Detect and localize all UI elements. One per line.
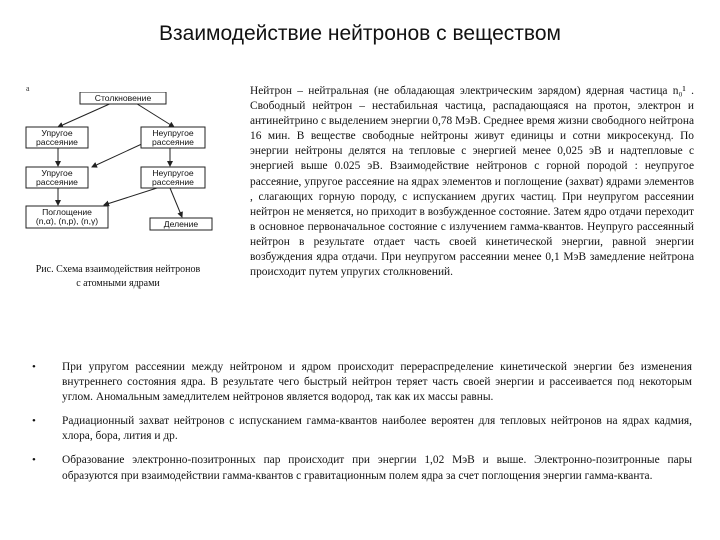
- list-item: [28, 360, 692, 405]
- bullet-dot: •: [32, 454, 36, 467]
- arrow-collision-inelastic: [134, 102, 174, 127]
- intro-paragraph: Нейтрон – нейтральная (не обладающая электрическим зарядом) ядерная частица n₀¹ . Свободный нейтрон – нестабильная частица, распадающаяся на протон, электрон и антинейтрино с выделением энергии 0,78 МэВ. Среднее время жизни свободного нейтрона 16 мин. В веществе свободные нейтроны живут единицы и сотни микросекунд. По энергии нейтроны делятся на тепловые с энергией менее 0,025 эВ и надтепловые с энергией выше 0.025 эВ. Взаимодействие нейтронов с горной породой : неупругое рассеяние, упругое рассеяние на ядрах элементов и поглощение (захват) ядрами элементов , слагающих горную породу, с испусканием других частиц. При неупругом рассеянии нейтрон не меняется, но приходит в возбужденное состояние. Затем ядро отдачи переходит в основное первоначальное состояние с излучением гамма-квантов. Неупруго рассеянный нейтрон в результате отдает часть своей кинетической энергии, равной энергии возбуждения ядра отдачи. При неупругом рассеянии менее 0,1 МэВ замедление нейтрона происходит путем упругих столкновений.: [250, 85, 695, 279]
- node-inelastic2-label-1: Неупругое: [152, 168, 194, 178]
- figure-caption: [4, 263, 232, 291]
- list-item-text: При упругом рассеянии между нейтроном и ядром происходит перераспределение кинетической энергии без изменения внутреннего состояния ядра. В результате чего быстрый нейтрон теряет часть своей энергии и рассеивается под некоторым углом. Аномальным замедлителем нейтронов является водород, так как их массы равны.: [62, 361, 692, 404]
- node-elastic-label-1: Упругое: [41, 128, 73, 138]
- node-elastic2-label-2: рассеяние: [36, 177, 78, 187]
- node-fission-label: Деление: [163, 219, 199, 229]
- node-inelastic-label-1: Неупругое: [152, 128, 194, 138]
- node-inelastic-label-2: рассеяние: [152, 137, 194, 147]
- node-absorption-label-1: Поглощение: [42, 207, 92, 217]
- node-elastic2-label-1: Упругое: [41, 168, 73, 178]
- bullet-dot: •: [32, 415, 36, 428]
- node-collision-label: Столкновение: [94, 93, 152, 103]
- bullet-dot: •: [32, 361, 36, 373]
- arrow-inelastic2-fission: [170, 188, 182, 217]
- node-inelastic2-label-2: рассеяние: [152, 177, 194, 187]
- list-item: [28, 453, 692, 483]
- list-item-text: Образование электронно-позитронных пар происходит при энергии 1,02 МэВ и выше. Электронно-позитронные пары образуются при взаимодействии гамма-квантов с гравитационным полем ядра за счет поглощения энергии гамма-кванта.: [62, 454, 692, 482]
- figure-caption-line-1: Рис. Схема взаимодействия нейтронов: [35, 264, 201, 275]
- node-absorption-label-2: (n,α), (n,p), (n,γ): [35, 216, 99, 226]
- figure-mark: a: [26, 84, 30, 93]
- arrow-collision-elastic: [58, 102, 114, 127]
- list-item-text: Радиационный захват нейтронов с испусканием гамма-квантов наиболее вероятен для тепловых нейтронов на ядрах кадмия, хлора, бора, лития и др.: [62, 415, 692, 443]
- node-elastic-label-2: рассеяние: [36, 137, 78, 147]
- arrow-inelastic2-absorption: [104, 188, 157, 205]
- bullet-list: [28, 360, 692, 493]
- figure-caption-line-2: с атомными ядрами: [76, 278, 160, 289]
- list-item: [28, 414, 692, 444]
- interaction-diagram: [22, 92, 222, 264]
- page-title: Взаимодействие нейтронов с веществом: [159, 22, 561, 45]
